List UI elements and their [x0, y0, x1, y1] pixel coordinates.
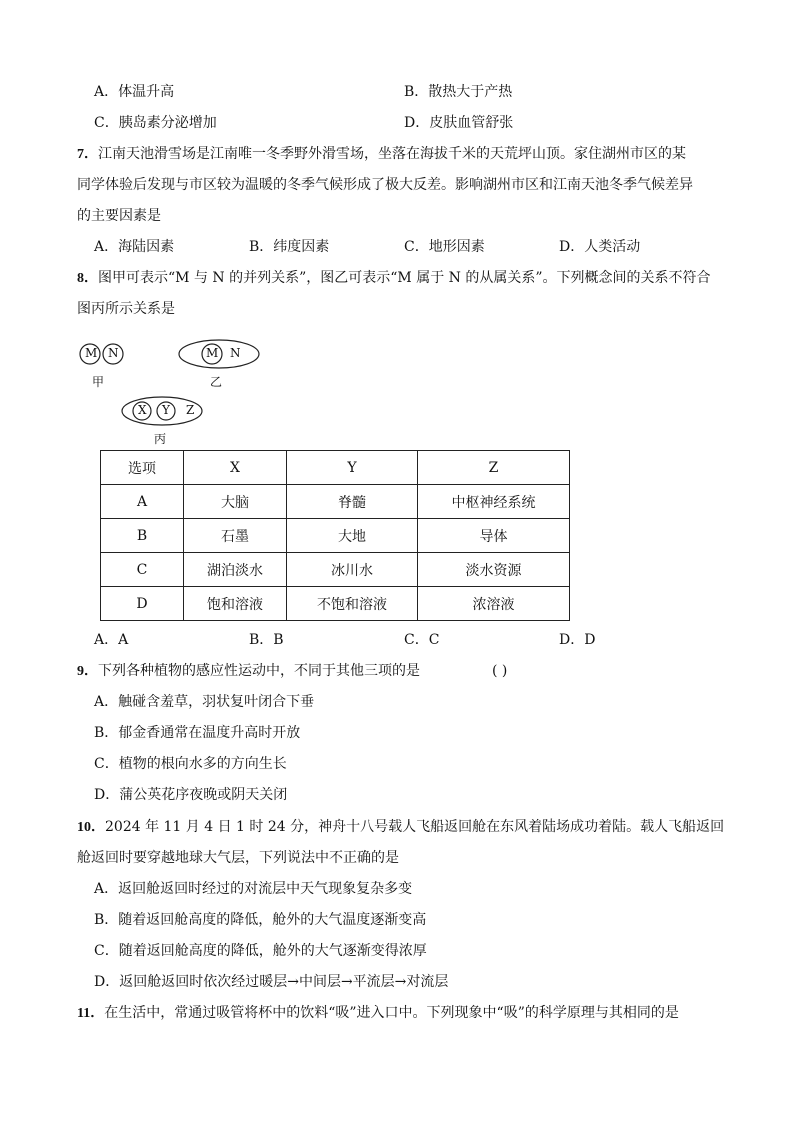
- table-row: [101, 485, 570, 519]
- q7-option-d: D．人类活动: [559, 239, 641, 255]
- q7-option-a: A．海陆因素: [94, 239, 175, 255]
- q7-text-1: 江南天池滑雪场是江南唯一冬季野外滑雪场，坐落在海拔千米的天荒坪山顶。家住湖州市区的某: [98, 146, 686, 162]
- q10-option-b: B．随着返回舱高度的降低，舱外的大气温度逐渐变高: [94, 912, 427, 928]
- q6-option-c: C．胰岛素分泌增加: [94, 115, 217, 131]
- q9-answer-paren: ( ): [492, 663, 508, 679]
- q9-option-d: D．蒲公英花序夜晚或阴天关闭: [94, 787, 288, 803]
- table-row: [101, 553, 570, 587]
- table-cell: C: [101, 553, 184, 587]
- q9-text: 下列各种植物的感应性运动中，不同于其他三项的是: [98, 663, 420, 679]
- table-cell: 大脑: [184, 485, 287, 519]
- q10-stem-line1: [77, 817, 724, 838]
- table-cell: 湖泊淡水: [184, 553, 287, 587]
- jia-label-n: N: [108, 346, 119, 360]
- q8-stem-line2: 图丙所示关系是: [77, 301, 175, 317]
- q11-text-1: 在生活中，常通过吸管将杯中的饮料“吸”进入口中。下列现象中“吸”的科学原理与其相同的是: [104, 1005, 679, 1021]
- q7-number: 7．: [77, 147, 98, 162]
- table-cell: 大地: [287, 519, 418, 553]
- q10-option-a: A．返回舱返回时经过的对流层中天气现象复杂多变: [94, 881, 413, 897]
- q8-option-b: B．B: [249, 632, 284, 648]
- yi-label-m: M: [206, 346, 219, 360]
- table-cell: 冰川水: [287, 553, 418, 587]
- q10-text-1: 2024 年 11 月 4 日 1 时 24 分，神舟十八号载人飞船返回舱在东风着陆场成功着陆。载人飞船返回: [105, 819, 725, 835]
- yi-label-n: N: [230, 346, 241, 360]
- q9-stem: [77, 661, 420, 682]
- q6-option-b: B．散热大于产热: [404, 84, 513, 100]
- q8-text-1: 图甲可表示“M 与 N 的并列关系”，图乙可表示“M 属于 N 的从属关系”。下列概念间的关系不符合: [98, 270, 711, 286]
- jia-caption: 甲: [92, 375, 105, 389]
- bing-label-z: Z: [186, 403, 195, 417]
- yi-caption: 乙: [210, 375, 223, 389]
- table-row: [101, 519, 570, 553]
- table-header: X: [184, 451, 287, 485]
- table-cell: B: [101, 519, 184, 553]
- q7-option-c: C．地形因素: [404, 239, 485, 255]
- table-header: 选项: [101, 451, 184, 485]
- q10-option-c: C．随着返回舱高度的降低，舱外的大气逐渐变得浓厚: [94, 943, 427, 959]
- q8-number: 8．: [77, 271, 98, 286]
- table-header: Z: [418, 451, 570, 485]
- q7-stem-line2: 同学体验后发现与市区较为温暖的冬季气候形成了极大反差。影响湖州市区和江南天池冬季气候差异: [77, 177, 693, 193]
- table-cell: 淡水资源: [418, 553, 570, 587]
- q11-stem-line1: [77, 1003, 679, 1024]
- table-cell: 导体: [418, 519, 570, 553]
- table-row: [101, 587, 570, 621]
- q11-number: 11．: [77, 1006, 105, 1021]
- q7-option-b: B．纬度因素: [249, 239, 330, 255]
- bing-label-x: X: [138, 403, 147, 417]
- q7-stem-line3: 的主要因素是: [77, 208, 161, 224]
- table-header-row: [101, 451, 570, 485]
- q9-option-a: A．触碰含羞草，羽状复叶闭合下垂: [94, 694, 315, 710]
- q8-stem-line1: [77, 268, 711, 289]
- q8-options-table: [100, 450, 570, 621]
- table-cell: 浓溶液: [418, 587, 570, 621]
- table-cell: A: [101, 485, 184, 519]
- q10-stem-line2: 舱返回时要穿越地球大气层，下列说法中不正确的是: [77, 850, 399, 866]
- table-cell: 石墨: [184, 519, 287, 553]
- diagram-yi: [178, 338, 262, 370]
- q9-number: 9．: [77, 664, 98, 679]
- q7-stem-line1: [77, 144, 686, 165]
- q10-option-d: D．返回舱返回时依次经过暖层→中间层→平流层→对流层: [94, 974, 449, 990]
- q9-option-c: C．植物的根向水多的方向生长: [94, 756, 287, 772]
- q6-option-a: A．体温升高: [94, 84, 175, 100]
- table-cell: D: [101, 587, 184, 621]
- bing-caption: 丙: [154, 432, 167, 446]
- q6-option-d: D．皮肤血管舒张: [404, 115, 514, 131]
- table-header: Y: [287, 451, 418, 485]
- table-cell: 中枢神经系统: [418, 485, 570, 519]
- table-cell: 饱和溶液: [184, 587, 287, 621]
- q8-option-a: A．A: [94, 632, 129, 648]
- q8-option-c: C．C: [404, 632, 440, 648]
- table-cell: 不饱和溶液: [287, 587, 418, 621]
- jia-label-m: M: [85, 346, 98, 360]
- q8-option-d: D．D: [559, 632, 596, 648]
- q10-number: 10．: [77, 820, 105, 835]
- bing-label-y: Y: [162, 403, 170, 417]
- table-cell: 脊髓: [287, 485, 418, 519]
- q9-option-b: B．郁金香通常在温度升高时开放: [94, 725, 301, 741]
